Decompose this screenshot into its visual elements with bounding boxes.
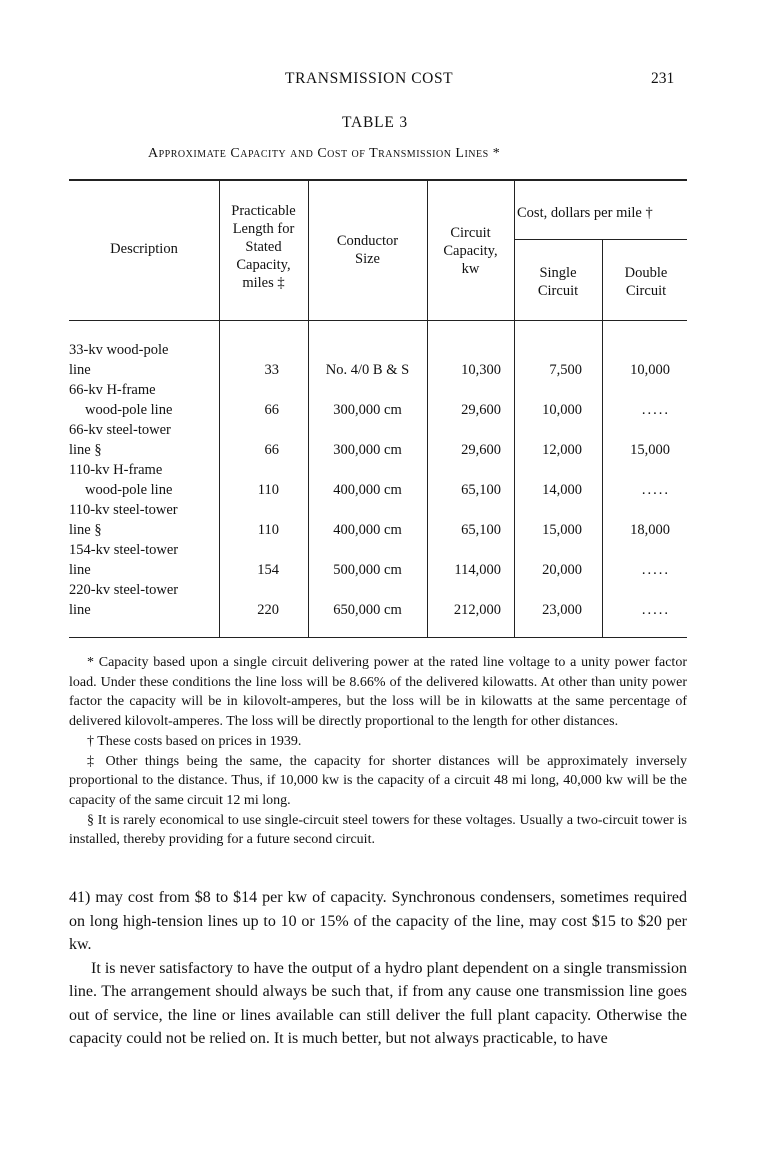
row-description-cont: line § [69, 442, 102, 458]
cell-single-circuit: 15,000 [542, 522, 582, 538]
cell-double-circuit: ..... [641, 402, 670, 418]
cell-length: 110 [257, 482, 279, 498]
row-description: 66-kv steel-tower [69, 422, 171, 438]
cell-double-circuit: 18,000 [630, 522, 670, 538]
header-capacity-line: Capacity, [443, 243, 498, 259]
cell-capacity: 65,100 [461, 522, 501, 538]
cell-conductor: 300,000 cm [333, 442, 402, 458]
row-description-cont: line [69, 602, 91, 618]
cell-conductor: 650,000 cm [333, 602, 402, 618]
cell-conductor: 400,000 cm [333, 522, 402, 538]
header-single-line: Single [539, 265, 577, 281]
header-length-line: Capacity, [236, 257, 291, 273]
table-number: TABLE 3 [342, 114, 408, 131]
cell-length: 66 [264, 402, 279, 418]
body-text [69, 886, 687, 1051]
row-description-cont: line § [69, 522, 102, 538]
cell-capacity: 65,100 [461, 482, 501, 498]
footnote: * Capacity based upon a single circuit delivering power at the rated line voltage to a unity power factor load. Under these conditions the line loss will be 8.66% of the delivered kilowatts. At other than unity power factor the capacity will be in kilovolt-amperes, but the loss will be in kilowatts at the same percentage of delivered kilovolt-amperes. The loss will be directly proportional to the length for other distances. [69, 655, 687, 730]
row-description-cont: wood-pole line [85, 402, 173, 418]
cell-double-circuit: ..... [641, 562, 670, 578]
cell-length: 110 [257, 522, 279, 538]
header-length-line: miles ‡ [242, 275, 285, 291]
header-conductor [308, 232, 427, 268]
footnote: † These costs based on prices in 1939. [87, 733, 302, 749]
cell-single-circuit: 12,000 [542, 442, 582, 458]
header-length-line: Length for [232, 221, 295, 237]
header-double-line: Double [624, 265, 668, 281]
cell-single-circuit: 7,500 [549, 362, 582, 378]
header-single-circuit [514, 264, 602, 300]
cell-double-circuit: 15,000 [630, 442, 670, 458]
cell-double-circuit: ..... [641, 602, 670, 618]
running-head: TRANSMISSION COST [285, 70, 454, 87]
header-description: Description [110, 241, 178, 257]
cell-conductor: 500,000 cm [333, 562, 402, 578]
cell-capacity: 212,000 [453, 602, 501, 618]
table-title: Approximate Capacity and Cost of Transmission Lines * [148, 146, 501, 161]
row-description-cont: line [69, 362, 91, 378]
header-bottom-rule [69, 320, 687, 321]
cell-capacity: 114,000 [454, 562, 501, 578]
cell-double-circuit: ..... [641, 482, 670, 498]
cell-conductor: 400,000 cm [333, 482, 402, 498]
row-description: 154-kv steel-tower [69, 542, 179, 558]
row-description: 66-kv H-frame [69, 382, 156, 398]
header-cost-group: Cost, dollars per mile † [517, 205, 653, 221]
row-description: 220-kv steel-tower [69, 582, 179, 598]
header-capacity-line: kw [461, 261, 480, 277]
cell-capacity: 29,600 [461, 402, 501, 418]
footnote: § It is rarely economical to use single-circuit steel towers for these voltages. Usually a two-circuit tower is installed, thereby providing for a future second circuit. [69, 812, 687, 848]
header-capacity-line: Circuit [450, 225, 491, 241]
cell-capacity: 29,600 [461, 442, 501, 458]
header-single-line: Circuit [537, 283, 579, 299]
cell-length: 66 [264, 442, 279, 458]
cell-length: 154 [257, 562, 279, 578]
footnote: ‡ Other things being the same, the capacity for shorter distances will be approximately inversely proportional to the distance. Thus, if 10,000 kw is the capacity of a circuit 48 mi long, 40,000 kw will be the capacity of the same circuit 12 mi long. [69, 753, 687, 808]
row-description-cont: line [69, 562, 91, 578]
row-description: 33-kv wood-pole [69, 342, 169, 358]
cell-length: 220 [257, 602, 279, 618]
footnotes [69, 653, 687, 850]
table-top-rule [69, 179, 687, 181]
cost-group-rule [514, 239, 687, 240]
header-length-line: Practicable [231, 203, 296, 219]
header-double-circuit [602, 264, 690, 300]
body-paragraph: 41) may cost from $8 to $14 per kw of capacity. Synchronous condensers, sometimes required on long high-tension lines up to 10 or 15% of the capacity of the line, may cost $15 to $20 per kw. [69, 889, 687, 953]
cell-double-circuit: 10,000 [630, 362, 670, 378]
page-number: 231 [651, 70, 675, 87]
body-paragraph: It is never satisfactory to have the output of a hydro plant dependent on a single transmission line. The arrangement should always be such that, if from any cause one transmission line goes out of service, the line or lines available can still deliver the full plant capacity. Otherwise the capacity could not be relied on. It is much better, but not always practicable, to have [69, 959, 687, 1047]
header-length [219, 202, 308, 292]
row-description: 110-kv steel-tower [69, 502, 178, 518]
header-capacity [427, 224, 514, 278]
cell-single-circuit: 20,000 [542, 562, 582, 578]
row-description: 110-kv H-frame [69, 462, 163, 478]
header-length-line: Stated [245, 239, 282, 255]
cell-capacity: 10,300 [461, 362, 501, 378]
cell-conductor: 300,000 cm [333, 402, 402, 418]
cell-single-circuit: 23,000 [542, 602, 582, 618]
header-conductor-line: Size [355, 251, 380, 267]
cell-conductor: No. 4/0 B & S [325, 362, 410, 378]
row-description-cont: wood-pole line [85, 482, 173, 498]
header-double-line: Circuit [625, 283, 667, 299]
cell-length: 33 [264, 362, 279, 378]
header-conductor-line: Conductor [336, 233, 399, 249]
cell-single-circuit: 14,000 [542, 482, 582, 498]
table-bottom-rule [69, 637, 687, 638]
cell-single-circuit: 10,000 [542, 402, 582, 418]
